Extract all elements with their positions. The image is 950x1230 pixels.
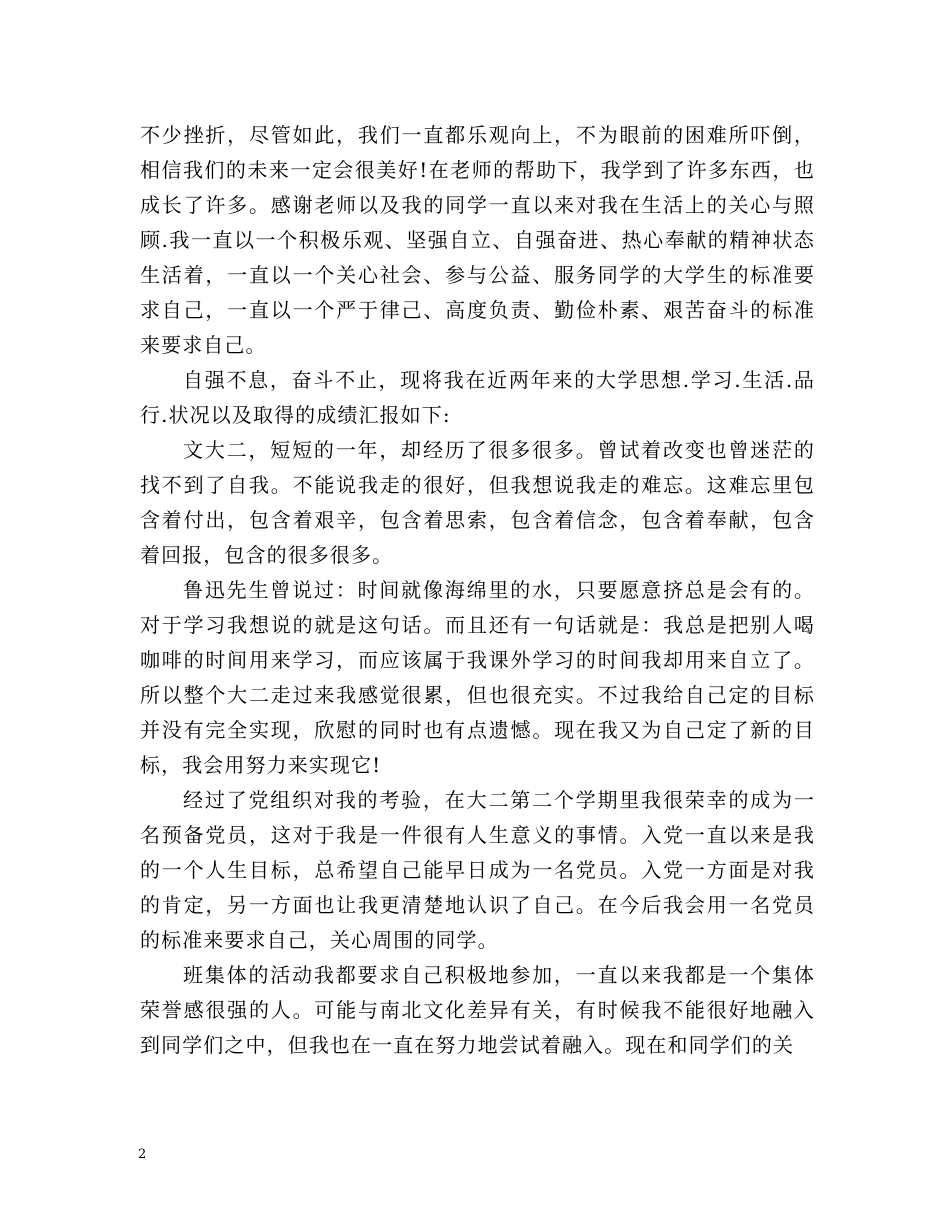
paragraph: 经过了党组织对我的考验，在大二第二个学期里我很荣幸的成为一名预备党员，这对于我是一件很有人生意义的事情。入党一直以来是我的一个人生目标，总希望自己能早日成为一名党员。入党一方面是对我的肯定，另一方面也让我更清楚地认识了自己。在今后我会用一名党员的标准来要求自己，关心周围的同学。: [140, 788, 815, 952]
paragraph: 不少挫折，尽管如此，我们一直都乐观向上，不为眼前的困难所吓倒，相信我们的未来一定会很美好!在老师的帮助下，我学到了许多东西，也成长了许多。感谢老师以及我的同学一直以来对我在生活上的关心与照顾.我一直以一个积极乐观、坚强自立、自强奋进、热心奉献的精神状态生活着，一直以一个关心社会、参与公益、服务同学的大学生的标准要求自己，一直以一个严于律己、高度负责、勤俭朴素、艰苦奋斗的标准来要求自己。: [140, 123, 815, 357]
paragraph: 鲁迅先生曾说过：时间就像海绵里的水，只要愿意挤总是会有的。对于学习我想说的就是这句话。而且还有一句话就是：我总是把别人喝咖啡的时间用来学习，而应该属于我课外学习的时间我却用来自立了。所以整个大二走过来我感觉很累，但也很充实。不过我给自己定的目标并没有完全实现，欣慰的同时也有点遗憾。现在我又为自己定了新的目标，我会用努力来实现它!: [140, 578, 815, 777]
document-body: [140, 118, 815, 1063]
paragraph: 自强不息，奋斗不止，现将我在近两年来的大学思想.学习.生活.品行.状况以及取得的成绩汇报如下:: [140, 368, 815, 427]
paragraph: 班集体的活动我都要求自己积极地参加，一直以来我都是一个集体荣誉感很强的人。可能与南北文化差异有关，有时候我不能很好地融入到同学们之中，但我也在一直在努力地尝试着融入。现在和同学们的关: [140, 963, 815, 1057]
page-number: 2: [138, 1147, 147, 1162]
paragraph: 文大二，短短的一年，却经历了很多很多。曾试着改变也曾迷茫的找不到了自我。不能说我走的很好，但我想说我走的难忘。这难忘里包含着付出，包含着艰辛，包含着思索，包含着信念，包含着奉献，包含着回报，包含的很多很多。: [140, 438, 815, 567]
